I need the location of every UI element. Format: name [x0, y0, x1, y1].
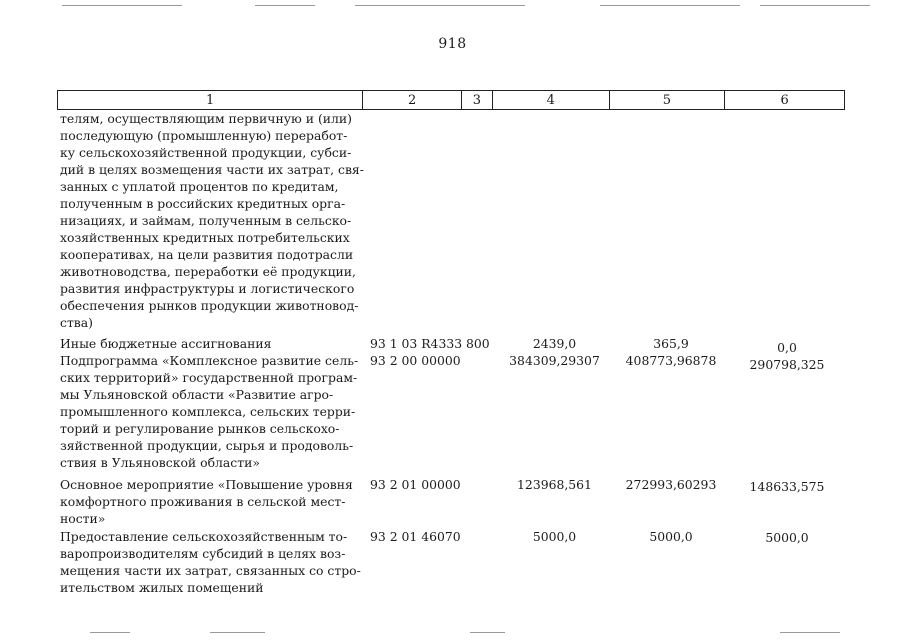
scan-artifact: [255, 5, 315, 6]
column-header: 2: [363, 91, 462, 109]
description-line: хозяйственных кредитных потребительских: [60, 230, 350, 245]
scan-artifact: [355, 5, 525, 6]
column-header: 3: [462, 91, 493, 109]
amount-column-4: 384309,29307: [509, 353, 600, 368]
scan-artifact: [62, 5, 182, 6]
description-line: Основное мероприятие «Повышение уровня: [60, 477, 353, 492]
amount-column-6: 148633,575: [749, 479, 825, 494]
budget-classification-code: 93 1 03 R4333: [370, 336, 463, 351]
description-line: ских территорий» государственной програм-: [60, 370, 358, 385]
description-line: мещения части их затрат, связанных со стро-: [60, 563, 361, 578]
row-description: [60, 110, 364, 331]
description-line: промышленного комплекса, сельских терри-: [60, 404, 356, 419]
amount-column-5: 408773,96878: [625, 353, 717, 368]
description-line: обеспечения рынков продукции животновод-: [60, 298, 359, 313]
description-line: Иные бюджетные ассигнования: [60, 336, 272, 351]
scan-artifact: [210, 632, 265, 633]
description-line: низациях, и займам, полученным в сельско-: [60, 213, 352, 228]
row-description: [60, 528, 360, 596]
description-line: занных с уплатой процентов по кредитам,: [60, 179, 339, 194]
description-line: ительством жилых помещений: [60, 580, 264, 595]
budget-classification-code: 93 2 01 46070: [370, 529, 461, 544]
scan-artifact: [760, 5, 870, 6]
description-line: ства): [60, 315, 93, 330]
amount-column-6: 5000,0: [765, 530, 809, 545]
column-header: 1: [58, 91, 363, 109]
amount-column-5: 365,9: [653, 336, 689, 351]
description-line: зяйственной продукции, сырья и продоволь-: [60, 438, 354, 453]
budget-classification-code: 93 2 01 00000: [370, 477, 461, 492]
amount-column-4: 123968,561: [517, 477, 592, 492]
row-description: [60, 476, 360, 527]
description-line: развития инфраструктуры и логистического: [60, 281, 355, 296]
table-header: [57, 90, 845, 110]
amount-column-4: 2439,0: [532, 336, 577, 351]
description-line: последующую (промышленную) переработ-: [60, 128, 348, 143]
amount-column-6: 0,0: [777, 340, 797, 355]
description-line: мы Ульяновской области «Развитие агро-: [60, 387, 334, 402]
amount-column-5: 272993,60293: [625, 477, 717, 492]
description-line: ности»: [60, 511, 106, 526]
page-number: 918: [438, 36, 467, 52]
scan-artifact: [90, 632, 130, 633]
scan-artifact: [470, 632, 505, 633]
description-line: животноводства, переработки её продукции,: [60, 264, 356, 279]
amount-column-4: 5000,0: [532, 529, 577, 544]
description-line: комфортного проживания в сельской мест-: [60, 494, 346, 509]
description-line: кооперативах, на цели развития подотрасли: [60, 247, 354, 262]
description-line: полученным в российских кредитных орга-: [60, 196, 346, 211]
column-header: 6: [780, 93, 789, 108]
description-line: телям, осуществляющим первичную и (или): [60, 111, 353, 126]
row-description: [60, 352, 360, 471]
description-line: варопроизводителям субсидий в целях воз-: [60, 546, 346, 561]
amount-column-6: 290798,325: [749, 357, 825, 372]
description-line: ствия в Ульяновской области»: [60, 455, 260, 470]
description-line: дий в целях возмещения части их затрат, свя-: [60, 162, 364, 177]
scan-artifact: [600, 5, 740, 6]
description-line: Предоставление сельскохозяйственным то-: [60, 529, 348, 544]
description-line: Подпрограмма «Комплексное развитие сель-: [60, 353, 359, 368]
row-description: [60, 335, 360, 352]
description-line: ку сельскохозяйственной продукции, субси-: [60, 145, 352, 160]
budget-classification-code: 93 2 00 00000: [370, 353, 461, 368]
description-line: торий и регулирование рынков сельскохо-: [60, 421, 340, 436]
scan-artifact: [780, 632, 840, 633]
column-header: 5: [610, 91, 726, 109]
column-header: 4: [493, 91, 610, 109]
amount-column-5: 5000,0: [649, 529, 693, 544]
expense-type-code: 800: [466, 336, 490, 351]
